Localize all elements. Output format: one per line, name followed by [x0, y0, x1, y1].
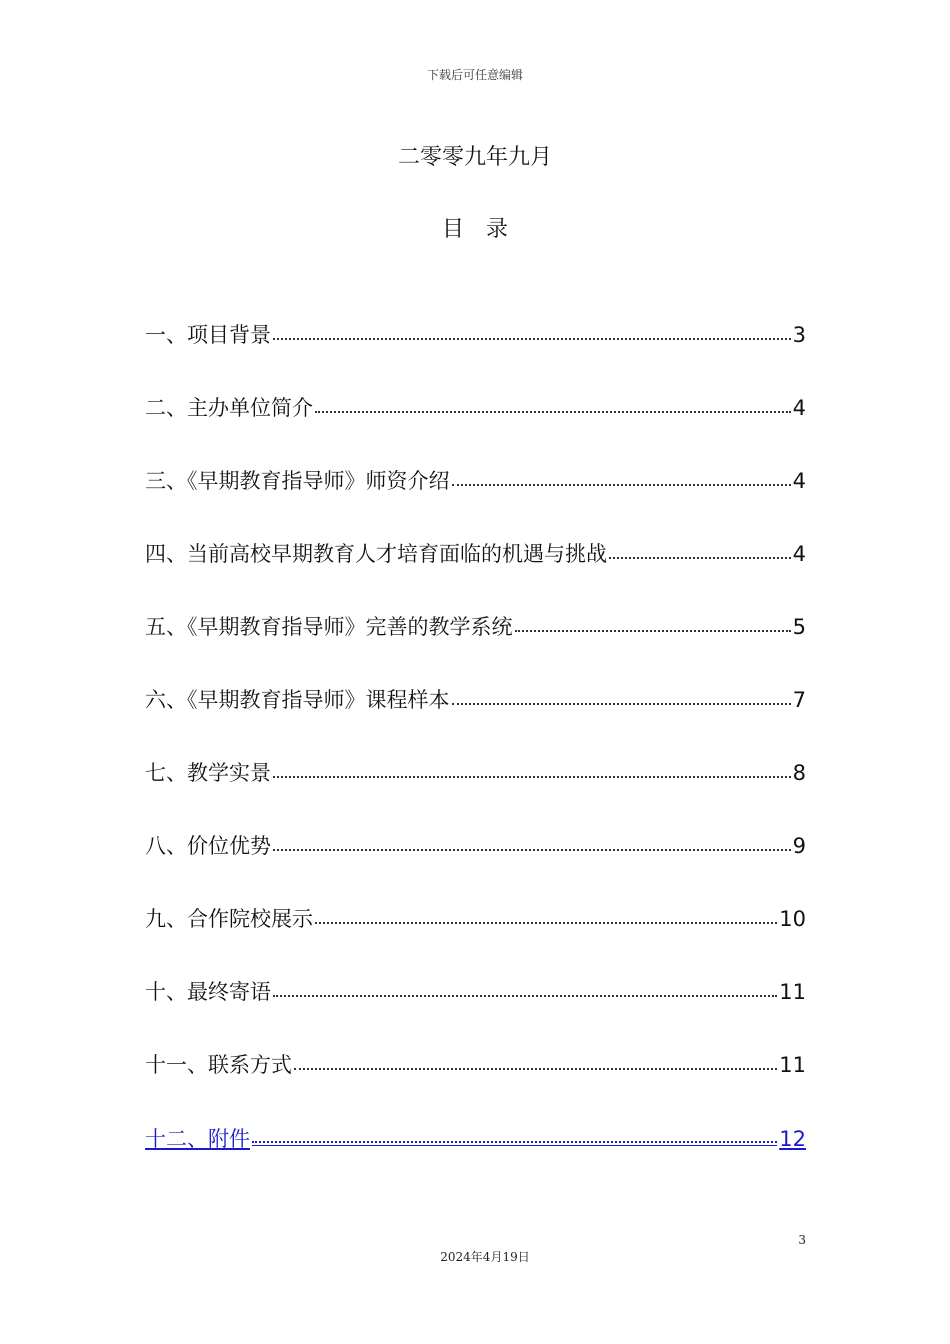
toc-entry-link[interactable] [145, 1121, 806, 1194]
dot-leader [252, 1121, 777, 1146]
toc-entry[interactable] [145, 318, 806, 391]
toc-entry[interactable] [145, 1048, 806, 1121]
toc-entry-label: 十、最终寄语 [145, 980, 271, 1004]
toc-entry-label: 八、价位优势 [145, 834, 271, 858]
footer-date: 2024年4月19日 [440, 1250, 530, 1264]
dot-leader [515, 610, 791, 634]
toc-entry[interactable] [145, 683, 806, 756]
toc-entry-page: 7 [792, 688, 806, 712]
toc-entry-page[interactable]: 12 [779, 1127, 806, 1151]
toc-entry-page: 11 [779, 980, 806, 1004]
toc-entry-label: 四、当前高校早期教育人才培育面临的机遇与挑战 [145, 542, 607, 566]
toc-entry-page: 10 [779, 907, 806, 931]
dot-leader [273, 975, 777, 999]
toc-entry[interactable] [145, 537, 806, 610]
dot-leader [273, 829, 791, 853]
toc-entry-label: 一、项目背景 [145, 323, 271, 347]
toc-entry-label: 五、《早期教育指导师》完善的教学系统 [145, 615, 513, 639]
document-date: 二零零九年九月 [397, 145, 552, 170]
dot-leader [294, 1048, 777, 1072]
toc-entry[interactable] [145, 464, 806, 537]
dot-leader [273, 756, 791, 780]
toc-entry-page: 8 [792, 761, 806, 785]
toc-entry-page: 9 [792, 834, 806, 858]
dot-leader [315, 902, 777, 926]
page-number: 3 [798, 1233, 806, 1247]
dot-leader [315, 391, 791, 415]
toc-entry[interactable] [145, 391, 806, 464]
dot-leader [452, 464, 791, 488]
table-of-contents [145, 318, 806, 1194]
toc-entry-page: 4 [792, 396, 806, 420]
toc-entry-label: 七、教学实景 [145, 761, 271, 785]
dot-leader [273, 318, 791, 342]
dot-leader [609, 537, 791, 561]
header-note: 下载后可任意编辑 [426, 68, 523, 82]
toc-entry-page: 4 [792, 542, 806, 566]
toc-entry[interactable] [145, 975, 806, 1048]
toc-entry-label: 三、《早期教育指导师》师资介绍 [145, 469, 450, 493]
toc-entry-label: 二、主办单位简介 [145, 396, 313, 420]
toc-entry[interactable] [145, 610, 806, 683]
toc-entry-label: 十一、联系方式 [145, 1053, 292, 1077]
toc-entry-label: 九、合作院校展示 [145, 907, 313, 931]
toc-entry-page: 5 [792, 615, 806, 639]
toc-entry-label: 六、《早期教育指导师》课程样本 [145, 688, 450, 712]
toc-entry[interactable] [145, 902, 806, 975]
toc-entry[interactable] [145, 756, 806, 829]
toc-entry-label[interactable]: 十二、附件 [145, 1127, 250, 1151]
toc-entry[interactable] [145, 829, 806, 902]
toc-entry-page: 3 [792, 323, 806, 347]
dot-leader [452, 683, 791, 707]
toc-entry-page: 4 [792, 469, 806, 493]
toc-heading: 目录 [441, 217, 530, 242]
toc-entry-page: 11 [779, 1053, 806, 1077]
